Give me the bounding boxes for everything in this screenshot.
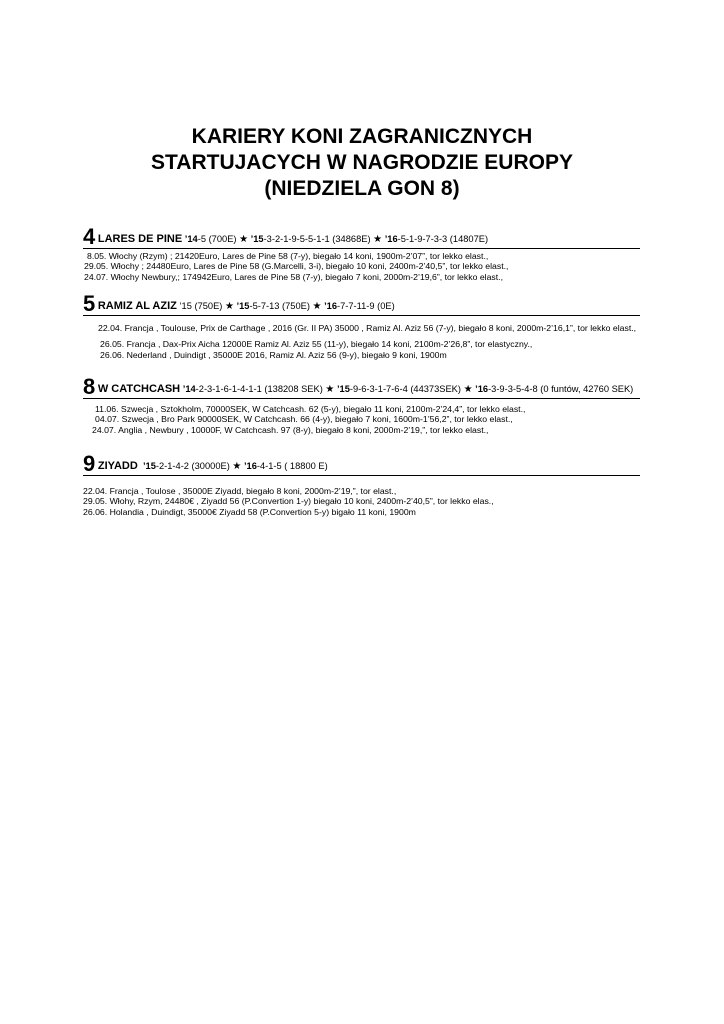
race-line: 26.06. Nederland , Duindigt , 35000E 2016, Ramiz Al. Aziz 56 (9-y), biegało 9 koni, 1900m bbox=[100, 349, 447, 360]
race-list bbox=[83, 251, 640, 282]
horse-name: RAMIZ AL AZIZ bbox=[97, 300, 177, 312]
race-list bbox=[83, 323, 640, 360]
horse-number: 4 bbox=[83, 224, 96, 249]
star-icon: ★ bbox=[239, 234, 249, 245]
year-label: ’16 bbox=[475, 384, 489, 394]
year-label: ’15 bbox=[250, 234, 264, 244]
title-line-1: KARIERY KONI ZAGRANICZNYCH bbox=[191, 125, 533, 148]
horse-header bbox=[83, 451, 640, 476]
year-record: -3-9-3-5-4-8 (0 funtów, 42760 SEK) bbox=[488, 384, 634, 394]
star-icon: ★ bbox=[312, 301, 322, 312]
year-record: (750E) bbox=[191, 301, 225, 311]
horse-number: 9 bbox=[83, 451, 96, 476]
year-record: -4-1-5 ( 18800 E) bbox=[256, 461, 328, 471]
year-label: ’16 bbox=[243, 461, 257, 471]
year-label: ’16 bbox=[324, 301, 338, 311]
horse-number: 8 bbox=[83, 374, 96, 399]
horse-name: ZIYADD bbox=[97, 460, 138, 472]
race-line: 22.04. Francja , Toulose , 35000E Ziyadd, biegało 8 koni, 2000m-2’19,”, tor elast., bbox=[83, 486, 397, 496]
year-label: ’15 bbox=[236, 301, 250, 311]
horse-entry-5 bbox=[83, 291, 640, 360]
year-record: -2-1-4-2 (30000E) bbox=[155, 461, 233, 471]
race-line: 04.07. Szwecja , Bro Park 90000SEK, W Catchcash. 66 (4-y), biegało 7 koni, 1600m-1’56,2”, tor lekko elast., bbox=[95, 414, 513, 425]
horse-name: LARES DE PINE bbox=[97, 233, 183, 245]
race-line: 29.05. Włohy, Rzym, 24480€ , Ziyadd 56 (P.Convertion 1-y) biegało 10 koni, 2400m-2’40,5”, tor lekko elas., bbox=[83, 496, 494, 507]
year-label: ’15 bbox=[179, 301, 192, 311]
star-icon: ★ bbox=[463, 384, 473, 395]
horse-number: 5 bbox=[83, 291, 96, 316]
year-record: -9-6-3-1-7-6-4 (44373SEK) bbox=[349, 384, 464, 394]
race-list bbox=[83, 404, 640, 435]
year-label: ’14 bbox=[184, 234, 198, 244]
race-line: 29.05. Włochy ; 24480Euro, Lares de Pine 58 (G.Marcelli, 3-i), biegało 10 koni, 2400m-2’40,5”, tor lekko elast., bbox=[84, 261, 509, 272]
horse-header bbox=[83, 374, 640, 399]
race-line: 26.06. Holandia , Duindigt, 35000€ Ziyadd 58 (P.Convertion 5-y) bigało 11 koni, 1900m bbox=[83, 506, 416, 517]
year-label: ’16 bbox=[384, 234, 398, 244]
horse-entry-8 bbox=[83, 374, 640, 435]
race-line: 24.07. Włochy Newbury,; 174942Euro, Lares de Pine 58 (7-y), biegało 7 koni, 2000m-2’19,6”, tor lekko elast., bbox=[84, 271, 503, 282]
year-label: ’15 bbox=[336, 384, 350, 394]
horse-header bbox=[83, 291, 640, 316]
star-icon: ★ bbox=[373, 234, 383, 245]
race-list bbox=[83, 486, 640, 517]
horse-entry-4 bbox=[83, 224, 640, 282]
title-line-3: (NIEDZIELA GON 8) bbox=[264, 177, 460, 200]
year-label: ’15 bbox=[142, 461, 156, 471]
star-icon: ★ bbox=[224, 301, 234, 312]
year-record: -5-7-13 (750E) bbox=[249, 301, 313, 311]
year-label: ’14 bbox=[182, 384, 196, 394]
document-title bbox=[0, 124, 724, 202]
year-record: -3-2-1-9-5-5-1-1 (34868E) bbox=[263, 234, 374, 244]
star-icon: ★ bbox=[325, 384, 335, 395]
race-line: 8.05. Włochy (Rzym) ; 21420Euro, Lares de Pine 58 (7-y), biegało 14 koni, 1900m-2’07”, tor lekko elast., bbox=[87, 251, 489, 261]
horse-entry-9 bbox=[83, 451, 640, 517]
year-record: -2-3-1-6-1-4-1-1 (138208 SEK) bbox=[195, 384, 326, 394]
year-record: -7-7-11-9 (0E) bbox=[337, 301, 395, 311]
year-record: -5 (700E) bbox=[197, 234, 240, 244]
star-icon: ★ bbox=[232, 461, 242, 472]
race-line: 22.04. Francja , Toulouse, Prix de Carthage , 2016 (Gr. II PA) 35000 , Ramiz Al. Aziz 56 (7-y), biegało 8 koni, 2000m-2’16,1”, tor lekko elast., bbox=[98, 323, 637, 333]
horse-header bbox=[83, 224, 640, 249]
title-line-2: STARTUJACYCH W NAGRODZIE EUROPY bbox=[151, 151, 573, 174]
race-line: 26.05. Francja , Dax-Prix Aicha 12000E Ramiz Al. Aziz 55 (11-y), biegało 14 koni, 2100m-2’26,8”, tor elastyczny., bbox=[100, 339, 533, 350]
race-line: 11.06. Szwecja , Sztokholm, 70000SEK, W Catchcash. 62 (5-y), biegało 11 koni, 2100m-2’24,4”, tor lekko elast., bbox=[95, 404, 526, 414]
race-line: 24.07. Anglia , Newbury , 10000F, W Catchcash. 97 (8-y), biegało 8 koni, 2000m-2’19,”, tor lekko elast., bbox=[92, 424, 489, 435]
horse-name: W CATCHCASH bbox=[97, 383, 181, 395]
year-record: -5-1-9-7-3-3 (14807E) bbox=[397, 234, 489, 244]
